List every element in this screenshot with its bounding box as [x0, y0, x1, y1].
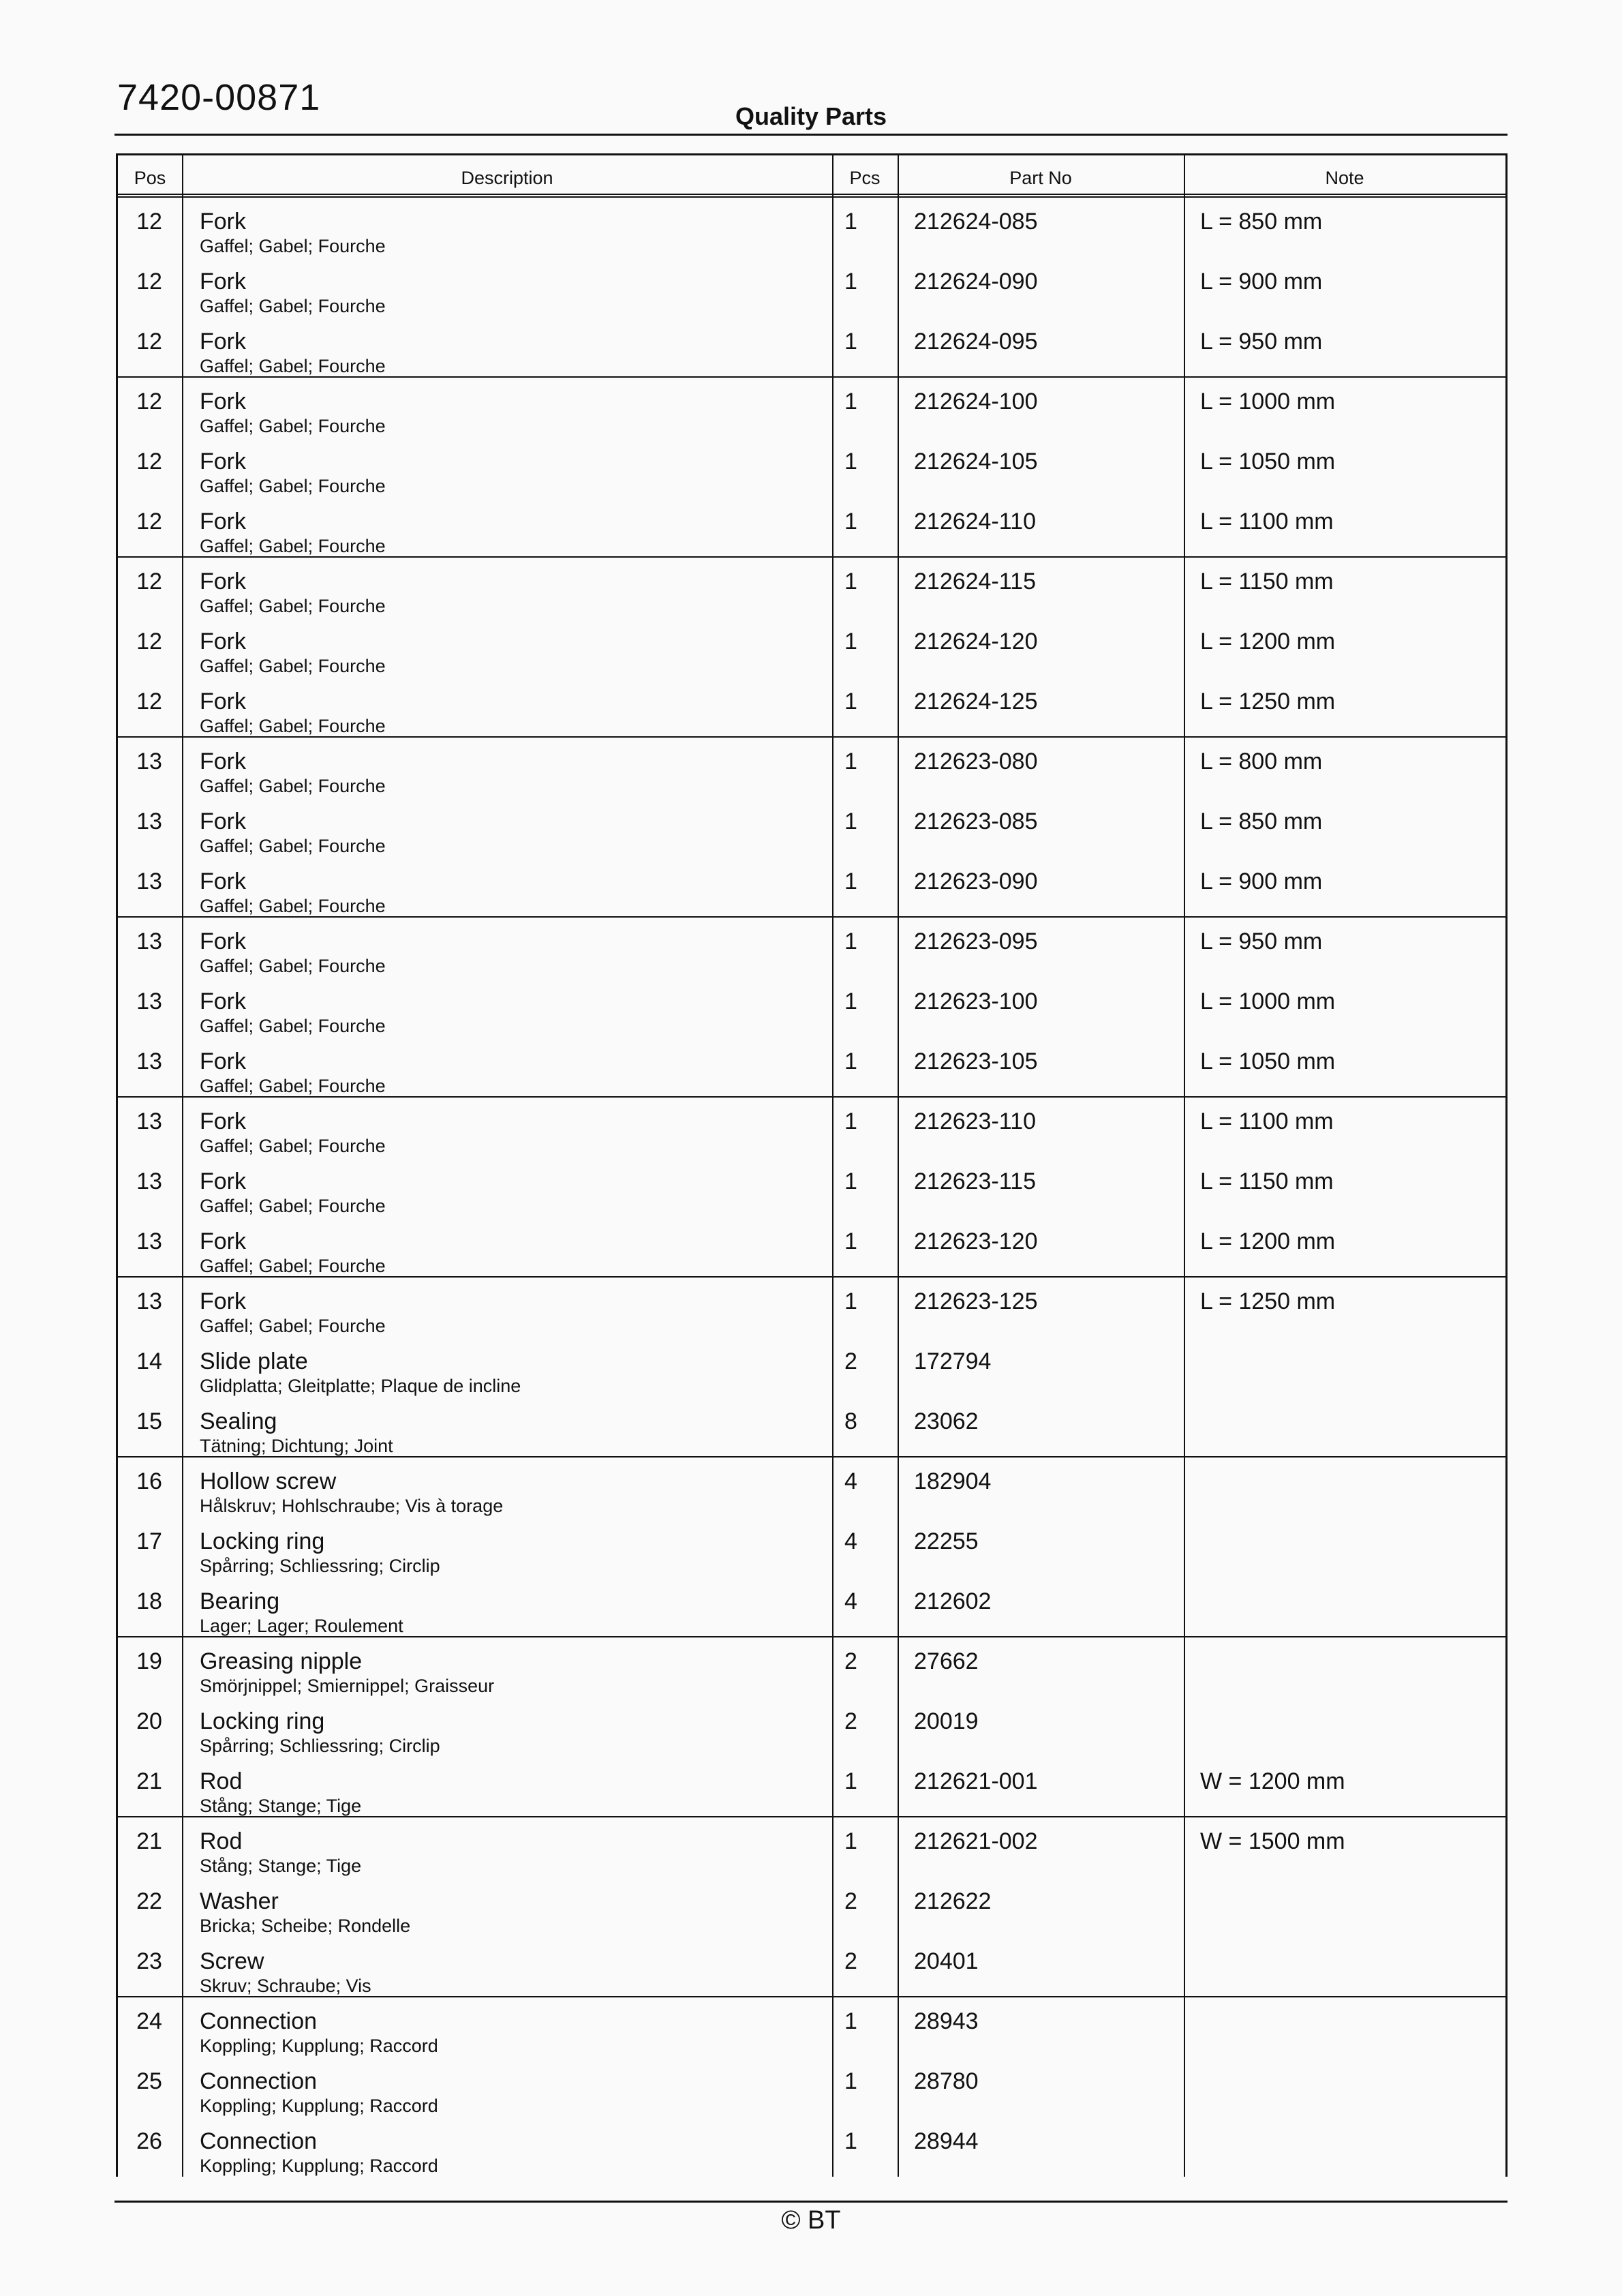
- cell-description: Fork: [200, 269, 246, 294]
- cell-note: L = 1050 mm: [1200, 1048, 1336, 1074]
- cell-part-no: 182904: [914, 1468, 992, 1494]
- cell-description: Fork: [200, 209, 246, 235]
- cell-pos: 12: [136, 569, 162, 594]
- column-header-part-no: Part No: [1009, 168, 1072, 188]
- cell-description: Fork: [200, 569, 246, 594]
- cell-translation: Smörjnippel; Smiernippel; Graisseur: [200, 1676, 495, 1696]
- cell-part-no: 212623-100: [914, 988, 1038, 1014]
- cell-pcs: 2: [844, 1948, 857, 1974]
- cell-note: L = 1250 mm: [1200, 689, 1336, 714]
- column-header-pcs: Pcs: [849, 168, 881, 188]
- cell-note: L = 1200 mm: [1200, 629, 1336, 654]
- cell-part-no: 212623-110: [914, 1108, 1036, 1134]
- cell-translation: Gaffel; Gabel; Fourche: [200, 956, 386, 976]
- cell-part-no: 212624-085: [914, 209, 1038, 235]
- cell-pos: 13: [136, 928, 162, 954]
- cell-note: L = 1100 mm: [1200, 1108, 1334, 1134]
- cell-translation: Stång; Stange; Tige: [200, 1796, 362, 1816]
- cell-pcs: 1: [844, 809, 857, 834]
- cell-translation: Hålskruv; Hohlschraube; Vis à torage: [200, 1496, 504, 1516]
- cell-pos: 13: [136, 1168, 162, 1194]
- cell-pos: 13: [136, 988, 162, 1014]
- table-row: [118, 2057, 1505, 2117]
- cell-part-no: 212624-095: [914, 329, 1038, 354]
- cell-description: Locking ring: [200, 1528, 325, 1554]
- cell-pcs: 4: [844, 1528, 857, 1554]
- cell-note: L = 1050 mm: [1200, 449, 1336, 474]
- cell-part-no: 212623-120: [914, 1228, 1038, 1254]
- cell-pos: 12: [136, 209, 162, 235]
- cell-part-no: 212624-115: [914, 569, 1036, 594]
- cell-part-no: 212623-115: [914, 1168, 1036, 1194]
- cell-note: L = 800 mm: [1200, 749, 1323, 774]
- cell-part-no: 20401: [914, 1948, 979, 1974]
- cell-pos: 23: [136, 1948, 162, 1974]
- cell-note: L = 1150 mm: [1200, 1168, 1334, 1194]
- cell-part-no: 212624-110: [914, 509, 1036, 534]
- cell-part-no: 28944: [914, 2128, 979, 2154]
- cell-pos: 22: [136, 1888, 162, 1914]
- cell-description: Fork: [200, 988, 246, 1014]
- cell-translation: Gaffel; Gabel; Fourche: [200, 896, 386, 916]
- cell-description: Fork: [200, 329, 246, 354]
- cell-description: Fork: [200, 509, 246, 534]
- cell-part-no: 212624-100: [914, 389, 1038, 414]
- table-row: [118, 1517, 1505, 1577]
- cell-description: Fork: [200, 928, 246, 954]
- table-row: [118, 1398, 1505, 1457]
- cell-translation: Gaffel; Gabel; Fourche: [200, 416, 386, 436]
- table-row: [118, 1218, 1505, 1278]
- cell-pos: 13: [136, 749, 162, 774]
- cell-description: Fork: [200, 1228, 246, 1254]
- cell-description: Greasing nipple: [200, 1648, 363, 1674]
- cell-pos: 16: [136, 1468, 162, 1494]
- table-row: [118, 1038, 1505, 1098]
- cell-description: Fork: [200, 629, 246, 654]
- cell-pcs: 1: [844, 928, 857, 954]
- cell-part-no: 212622: [914, 1888, 992, 1914]
- table-row: [118, 738, 1505, 798]
- cell-note: L = 1200 mm: [1200, 1228, 1336, 1254]
- cell-description: Rod: [200, 1768, 243, 1794]
- cell-pcs: 1: [844, 629, 857, 654]
- column-header-note: Note: [1325, 168, 1364, 188]
- table-row: [118, 678, 1505, 738]
- cell-note: L = 950 mm: [1200, 928, 1323, 954]
- cell-note: W = 1200 mm: [1200, 1768, 1345, 1794]
- cell-pos: 21: [136, 1828, 162, 1854]
- table-row: [118, 1158, 1505, 1218]
- cell-description: Washer: [200, 1888, 279, 1914]
- cell-part-no: 28943: [914, 2008, 979, 2034]
- table-row: [118, 1338, 1505, 1398]
- cell-part-no: 20019: [914, 1708, 979, 1734]
- cell-note: L = 1000 mm: [1200, 389, 1336, 414]
- cell-part-no: 27662: [914, 1648, 979, 1674]
- cell-pos: 17: [136, 1528, 162, 1554]
- cell-description: Fork: [200, 389, 246, 414]
- cell-note: L = 900 mm: [1200, 868, 1323, 894]
- cell-translation: Stång; Stange; Tige: [200, 1856, 362, 1876]
- table-row: [118, 498, 1505, 558]
- cell-pcs: 1: [844, 2008, 857, 2034]
- cell-pcs: 1: [844, 988, 857, 1014]
- cell-pcs: 2: [844, 1888, 857, 1914]
- cell-part-no: 23062: [914, 1408, 979, 1434]
- cell-description: Fork: [200, 449, 246, 474]
- table-row: [118, 258, 1505, 318]
- cell-translation: Gaffel; Gabel; Fourche: [200, 716, 386, 736]
- cell-part-no: 212621-002: [914, 1828, 1038, 1854]
- table-header: [118, 155, 1505, 198]
- cell-description: Hollow screw: [200, 1468, 337, 1494]
- table-row: [118, 1098, 1505, 1158]
- cell-pos: 20: [136, 1708, 162, 1734]
- cell-description: Fork: [200, 1288, 246, 1314]
- cell-pcs: 1: [844, 868, 857, 894]
- cell-translation: Gaffel; Gabel; Fourche: [200, 236, 386, 256]
- cell-description: Slide plate: [200, 1348, 308, 1374]
- cell-pcs: 4: [844, 1588, 857, 1614]
- table-row: [118, 1457, 1505, 1517]
- cell-part-no: 212623-085: [914, 809, 1038, 834]
- cell-translation: Gaffel; Gabel; Fourche: [200, 776, 386, 796]
- column-header-description: Description: [461, 168, 553, 188]
- cell-pos: 13: [136, 1228, 162, 1254]
- cell-part-no: 212623-105: [914, 1048, 1038, 1074]
- table-row: [118, 798, 1505, 858]
- cell-pcs: 1: [844, 569, 857, 594]
- cell-part-no: 212623-090: [914, 868, 1038, 894]
- parts-table: [116, 153, 1508, 2177]
- cell-note: L = 850 mm: [1200, 209, 1323, 235]
- cell-description: Screw: [200, 1948, 264, 1974]
- cell-translation: Gaffel; Gabel; Fourche: [200, 476, 386, 496]
- cell-translation: Gaffel; Gabel; Fourche: [200, 536, 386, 556]
- cell-pcs: 1: [844, 449, 857, 474]
- footer-divider: [114, 2201, 1508, 2203]
- cell-pcs: 1: [844, 509, 857, 534]
- cell-pos: 13: [136, 1288, 162, 1314]
- cell-translation: Gaffel; Gabel; Fourche: [200, 1016, 386, 1036]
- cell-translation: Skruv; Schraube; Vis: [200, 1976, 371, 1996]
- table-row: [118, 1637, 1505, 1697]
- cell-pos: 13: [136, 868, 162, 894]
- cell-pcs: 1: [844, 689, 857, 714]
- cell-pos: 12: [136, 329, 162, 354]
- cell-pos: 21: [136, 1768, 162, 1794]
- cell-part-no: 212624-120: [914, 629, 1038, 654]
- cell-pcs: 4: [844, 1468, 857, 1494]
- cell-description: Fork: [200, 1108, 246, 1134]
- cell-translation: Glidplatta; Gleitplatte; Plaque de incline: [200, 1376, 521, 1396]
- cell-pcs: 2: [844, 1648, 857, 1674]
- cell-pos: 13: [136, 1048, 162, 1074]
- cell-note: W = 1500 mm: [1200, 1828, 1345, 1854]
- cell-pcs: 1: [844, 1228, 857, 1254]
- cell-pcs: 1: [844, 329, 857, 354]
- cell-pcs: 2: [844, 1708, 857, 1734]
- cell-pos: 12: [136, 389, 162, 414]
- cell-part-no: 212624-125: [914, 689, 1038, 714]
- cell-translation: Bricka; Scheibe; Rondelle: [200, 1916, 411, 1936]
- cell-pos: 12: [136, 629, 162, 654]
- table-row: [118, 1877, 1505, 1937]
- cell-translation: Spårring; Schliessring; Circlip: [200, 1556, 440, 1576]
- cell-pcs: 1: [844, 389, 857, 414]
- table-row: [118, 1937, 1505, 1997]
- cell-part-no: 212623-080: [914, 749, 1038, 774]
- cell-pos: 12: [136, 449, 162, 474]
- table-row: [118, 1997, 1505, 2057]
- cell-description: Bearing: [200, 1588, 280, 1614]
- cell-pcs: 8: [844, 1408, 857, 1434]
- page-title: Quality Parts: [735, 102, 887, 130]
- cell-pcs: 1: [844, 2128, 857, 2154]
- table-row: [118, 1757, 1505, 1817]
- table-row: [118, 1697, 1505, 1757]
- table-row: [118, 1278, 1505, 1338]
- cell-description: Rod: [200, 1828, 243, 1854]
- cell-note: L = 1150 mm: [1200, 569, 1334, 594]
- cell-pos: 13: [136, 1108, 162, 1134]
- cell-description: Locking ring: [200, 1708, 325, 1734]
- table-row: [118, 978, 1505, 1038]
- table-row: [118, 918, 1505, 978]
- cell-description: Fork: [200, 1048, 246, 1074]
- cell-pcs: 1: [844, 209, 857, 235]
- cell-pos: 26: [136, 2128, 162, 2154]
- cell-pcs: 1: [844, 1288, 857, 1314]
- table-row: [118, 558, 1505, 618]
- cell-translation: Gaffel; Gabel; Fourche: [200, 1196, 386, 1216]
- cell-pos: 13: [136, 809, 162, 834]
- cell-pos: 12: [136, 269, 162, 294]
- cell-pos: 18: [136, 1588, 162, 1614]
- cell-note: L = 1250 mm: [1200, 1288, 1336, 1314]
- table-row: [118, 618, 1505, 678]
- cell-translation: Gaffel; Gabel; Fourche: [200, 596, 386, 616]
- table-row: [118, 858, 1505, 918]
- cell-pos: 24: [136, 2008, 162, 2034]
- cell-part-no: 212623-095: [914, 928, 1038, 954]
- table-row: [118, 438, 1505, 498]
- table-row: [118, 1577, 1505, 1637]
- table-row: [118, 378, 1505, 438]
- cell-pcs: 1: [844, 1168, 857, 1194]
- cell-translation: Lager; Lager; Roulement: [200, 1616, 403, 1636]
- cell-translation: Gaffel; Gabel; Fourche: [200, 1256, 386, 1276]
- cell-description: Fork: [200, 868, 246, 894]
- cell-translation: Tätning; Dichtung; Joint: [200, 1436, 393, 1456]
- cell-note: L = 1000 mm: [1200, 988, 1336, 1014]
- copyright-notice: © BT: [781, 2206, 841, 2235]
- header-divider: [114, 134, 1508, 136]
- cell-translation: Gaffel; Gabel; Fourche: [200, 1076, 386, 1096]
- cell-pos: 12: [136, 689, 162, 714]
- cell-pcs: 2: [844, 1348, 857, 1374]
- cell-description: Connection: [200, 2068, 318, 2094]
- cell-note: L = 850 mm: [1200, 809, 1323, 834]
- cell-part-no: 212624-090: [914, 269, 1038, 294]
- cell-part-no: 22255: [914, 1528, 979, 1554]
- table-row: [118, 318, 1505, 378]
- cell-translation: Gaffel; Gabel; Fourche: [200, 1316, 386, 1336]
- cell-pos: 12: [136, 509, 162, 534]
- cell-translation: Koppling; Kupplung; Raccord: [200, 2156, 438, 2176]
- cell-translation: Gaffel; Gabel; Fourche: [200, 656, 386, 676]
- cell-part-no: 172794: [914, 1348, 992, 1374]
- cell-description: Fork: [200, 1168, 246, 1194]
- cell-translation: Koppling; Kupplung; Raccord: [200, 2036, 438, 2056]
- cell-note: L = 1100 mm: [1200, 509, 1334, 534]
- cell-pcs: 1: [844, 1828, 857, 1854]
- cell-translation: Koppling; Kupplung; Raccord: [200, 2096, 438, 2116]
- cell-description: Connection: [200, 2008, 318, 2034]
- cell-pcs: 1: [844, 2068, 857, 2094]
- cell-translation: Gaffel; Gabel; Fourche: [200, 1136, 386, 1156]
- cell-pos: 15: [136, 1408, 162, 1434]
- cell-pcs: 1: [844, 269, 857, 294]
- document-number: 7420-00871: [117, 77, 321, 118]
- cell-description: Fork: [200, 809, 246, 834]
- cell-pos: 19: [136, 1648, 162, 1674]
- column-header-pos: Pos: [134, 168, 166, 188]
- cell-translation: Gaffel; Gabel; Fourche: [200, 296, 386, 316]
- cell-pos: 25: [136, 2068, 162, 2094]
- cell-description: Fork: [200, 749, 246, 774]
- table-body: [118, 198, 1505, 2177]
- cell-pcs: 1: [844, 749, 857, 774]
- cell-pcs: 1: [844, 1768, 857, 1794]
- cell-part-no: 28780: [914, 2068, 979, 2094]
- table-row: [118, 198, 1505, 258]
- cell-part-no: 212624-105: [914, 449, 1038, 474]
- table-row: [118, 1817, 1505, 1877]
- cell-pcs: 1: [844, 1108, 857, 1134]
- cell-translation: Spårring; Schliessring; Circlip: [200, 1736, 440, 1756]
- cell-part-no: 212623-125: [914, 1288, 1038, 1314]
- cell-translation: Gaffel; Gabel; Fourche: [200, 356, 386, 376]
- cell-pcs: 1: [844, 1048, 857, 1074]
- cell-part-no: 212621-001: [914, 1768, 1038, 1794]
- cell-description: Fork: [200, 689, 246, 714]
- cell-pos: 14: [136, 1348, 162, 1374]
- cell-description: Sealing: [200, 1408, 277, 1434]
- cell-description: Connection: [200, 2128, 318, 2154]
- table-row: [118, 2117, 1505, 2177]
- cell-note: L = 900 mm: [1200, 269, 1323, 294]
- cell-part-no: 212602: [914, 1588, 992, 1614]
- cell-note: L = 950 mm: [1200, 329, 1323, 354]
- cell-translation: Gaffel; Gabel; Fourche: [200, 836, 386, 856]
